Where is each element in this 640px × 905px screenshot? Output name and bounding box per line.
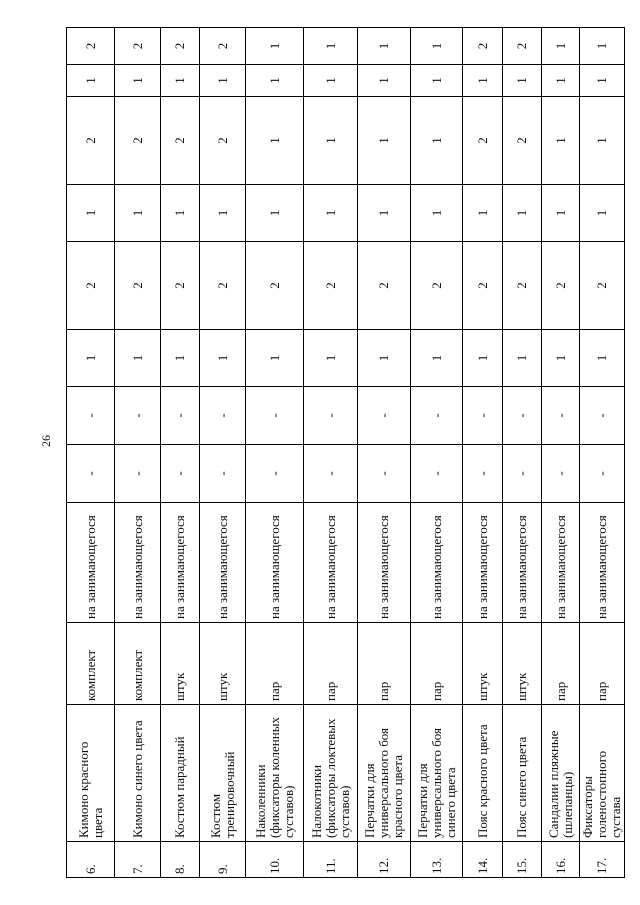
- quantity-cell: 2: [503, 28, 542, 65]
- quantity-cell: 1: [246, 330, 304, 387]
- quantity-cell: 2: [463, 28, 503, 65]
- unit-cell: комплект: [67, 623, 115, 705]
- quantity-cell: 1: [542, 65, 580, 97]
- basis-cell: на занимающегося: [67, 503, 115, 623]
- unit-cell: штук: [200, 623, 246, 705]
- quantity-cell: 1: [411, 65, 463, 97]
- quantity-cell: 1: [463, 330, 503, 387]
- row-number: 14.: [463, 842, 503, 878]
- basis-cell: на занимающегося: [542, 503, 580, 623]
- quantity-cell: 1: [246, 97, 304, 185]
- quantity-cell: 2: [503, 242, 542, 330]
- quantity-cell: 2: [200, 97, 246, 185]
- basis-cell: на занимающегося: [246, 503, 304, 623]
- quantity-cell: 1: [411, 28, 463, 65]
- quantity-cell: 2: [503, 97, 542, 185]
- row-number: 11.: [304, 842, 358, 878]
- quantity-cell: 1: [503, 185, 542, 242]
- table-row: [542, 28, 580, 878]
- quantity-cell: 2: [115, 28, 161, 65]
- quantity-cell: 1: [67, 65, 115, 97]
- quantity-cell: 2: [115, 242, 161, 330]
- item-name: Кимоно синего цвета: [115, 705, 161, 842]
- quantity-cell: 1: [304, 330, 358, 387]
- table-row: [246, 28, 304, 878]
- basis-cell: на занимающегося: [580, 503, 625, 623]
- quantity-cell: -: [542, 387, 580, 445]
- basis-cell: на занимающегося: [304, 503, 358, 623]
- basis-cell: на занимающегося: [411, 503, 463, 623]
- quantity-cell: -: [161, 445, 200, 503]
- item-name: Пояс красного цвета: [463, 705, 503, 842]
- row-number: 9.: [200, 842, 246, 878]
- quantity-cell: 1: [463, 185, 503, 242]
- quantity-cell: 1: [304, 185, 358, 242]
- quantity-cell: 1: [246, 28, 304, 65]
- quantity-cell: -: [115, 445, 161, 503]
- basis-cell: на занимающегося: [358, 503, 411, 623]
- quantity-cell: -: [67, 387, 115, 445]
- unit-cell: пар: [542, 623, 580, 705]
- quantity-cell: 2: [67, 28, 115, 65]
- item-name: Костюм тренировочный: [200, 705, 246, 842]
- item-name: Пояс синего цвета: [503, 705, 542, 842]
- quantity-cell: -: [580, 445, 625, 503]
- item-name: Перчатки для универсального боя синего цвета: [411, 705, 463, 842]
- quantity-cell: 1: [580, 28, 625, 65]
- table-rotation: [66, 28, 623, 878]
- quantity-cell: 2: [246, 242, 304, 330]
- row-number: 12.: [358, 842, 411, 878]
- quantity-cell: 1: [580, 65, 625, 97]
- quantity-cell: -: [200, 445, 246, 503]
- table-frame: [66, 28, 623, 878]
- table-row: [358, 28, 411, 878]
- quantity-cell: 2: [200, 28, 246, 65]
- quantity-cell: 1: [358, 330, 411, 387]
- quantity-cell: 2: [67, 242, 115, 330]
- row-number: 17.: [580, 842, 625, 878]
- quantity-cell: -: [503, 387, 542, 445]
- quantity-cell: 2: [463, 242, 503, 330]
- quantity-cell: -: [115, 387, 161, 445]
- quantity-cell: 1: [246, 65, 304, 97]
- quantity-cell: 1: [67, 330, 115, 387]
- item-name: Кимоно красного цвета: [67, 705, 115, 842]
- row-number: 15.: [503, 842, 542, 878]
- basis-cell: на занимающегося: [200, 503, 246, 623]
- quantity-cell: 1: [200, 65, 246, 97]
- quantity-cell: -: [580, 387, 625, 445]
- quantity-cell: 2: [304, 242, 358, 330]
- quantity-cell: 1: [304, 28, 358, 65]
- quantity-cell: -: [358, 387, 411, 445]
- quantity-cell: 1: [580, 185, 625, 242]
- quantity-cell: 1: [304, 97, 358, 185]
- basis-cell: на занимающегося: [463, 503, 503, 623]
- table-row: [463, 28, 503, 878]
- quantity-cell: 2: [161, 97, 200, 185]
- quantity-cell: -: [463, 387, 503, 445]
- quantity-cell: 1: [246, 185, 304, 242]
- quantity-cell: -: [411, 387, 463, 445]
- row-number: 10.: [246, 842, 304, 878]
- quantity-cell: -: [411, 445, 463, 503]
- quantity-cell: 2: [161, 242, 200, 330]
- quantity-cell: -: [358, 445, 411, 503]
- table-row: [503, 28, 542, 878]
- item-name: Костюм парадный: [161, 705, 200, 842]
- quantity-cell: 1: [358, 28, 411, 65]
- quantity-cell: -: [463, 445, 503, 503]
- table-row: [115, 28, 161, 878]
- quantity-cell: 1: [503, 330, 542, 387]
- quantity-cell: 1: [161, 330, 200, 387]
- table-row: [304, 28, 358, 878]
- row-number: 8.: [161, 842, 200, 878]
- quantity-cell: 1: [200, 185, 246, 242]
- item-name: Перчатки для универсального боя красного цвета: [358, 705, 411, 842]
- basis-cell: на занимающегося: [503, 503, 542, 623]
- quantity-cell: 1: [115, 330, 161, 387]
- quantity-cell: 1: [358, 185, 411, 242]
- quantity-cell: 1: [542, 185, 580, 242]
- table-row: [200, 28, 246, 878]
- unit-cell: штук: [503, 623, 542, 705]
- quantity-cell: 1: [161, 65, 200, 97]
- quantity-cell: 1: [542, 97, 580, 185]
- quantity-cell: 1: [542, 28, 580, 65]
- quantity-cell: 1: [115, 185, 161, 242]
- quantity-cell: 1: [115, 65, 161, 97]
- quantity-cell: -: [503, 445, 542, 503]
- quantity-cell: 1: [503, 65, 542, 97]
- table-row: [67, 28, 115, 878]
- quantity-cell: 1: [580, 330, 625, 387]
- item-name: Налокотники (фиксаторы локтевых суставов): [304, 705, 358, 842]
- quantity-cell: 2: [67, 97, 115, 185]
- quantity-cell: 1: [580, 97, 625, 185]
- row-number: 7.: [115, 842, 161, 878]
- quantity-cell: 1: [67, 185, 115, 242]
- unit-cell: штук: [463, 623, 503, 705]
- quantity-cell: -: [542, 445, 580, 503]
- unit-cell: пар: [358, 623, 411, 705]
- quantity-cell: -: [161, 387, 200, 445]
- quantity-cell: 1: [200, 330, 246, 387]
- quantity-cell: -: [246, 445, 304, 503]
- quantity-cell: 1: [411, 330, 463, 387]
- row-number: 13.: [411, 842, 463, 878]
- equipment-table: [66, 27, 625, 878]
- table-row: [161, 28, 200, 878]
- quantity-cell: -: [304, 445, 358, 503]
- quantity-cell: 2: [411, 242, 463, 330]
- quantity-cell: -: [304, 387, 358, 445]
- quantity-cell: 1: [358, 65, 411, 97]
- unit-cell: пар: [411, 623, 463, 705]
- item-name: Фиксаторы голеностопного сустава: [580, 705, 625, 842]
- quantity-cell: 2: [580, 242, 625, 330]
- quantity-cell: 1: [463, 65, 503, 97]
- unit-cell: штук: [161, 623, 200, 705]
- quantity-cell: -: [67, 445, 115, 503]
- basis-cell: на занимающегося: [115, 503, 161, 623]
- quantity-cell: 1: [411, 97, 463, 185]
- quantity-cell: -: [200, 387, 246, 445]
- unit-cell: пар: [304, 623, 358, 705]
- quantity-cell: 2: [358, 242, 411, 330]
- quantity-cell: 2: [200, 242, 246, 330]
- row-number: 6.: [67, 842, 115, 878]
- quantity-cell: 1: [161, 185, 200, 242]
- quantity-cell: 1: [304, 65, 358, 97]
- basis-cell: на занимающегося: [161, 503, 200, 623]
- unit-cell: пар: [246, 623, 304, 705]
- unit-cell: комплект: [115, 623, 161, 705]
- quantity-cell: 2: [542, 242, 580, 330]
- item-name: Сандалии пляжные (шлепанцы): [542, 705, 580, 842]
- table-body: [67, 28, 625, 878]
- table-row: [580, 28, 625, 878]
- quantity-cell: 1: [411, 185, 463, 242]
- quantity-cell: 2: [115, 97, 161, 185]
- quantity-cell: 1: [358, 97, 411, 185]
- page-number: 26: [39, 435, 53, 447]
- quantity-cell: -: [246, 387, 304, 445]
- item-name: Наколенники (фиксаторы коленных суставов): [246, 705, 304, 842]
- unit-cell: пар: [580, 623, 625, 705]
- quantity-cell: 2: [161, 28, 200, 65]
- quantity-cell: 1: [542, 330, 580, 387]
- table-row: [411, 28, 463, 878]
- row-number: 16.: [542, 842, 580, 878]
- quantity-cell: 2: [463, 97, 503, 185]
